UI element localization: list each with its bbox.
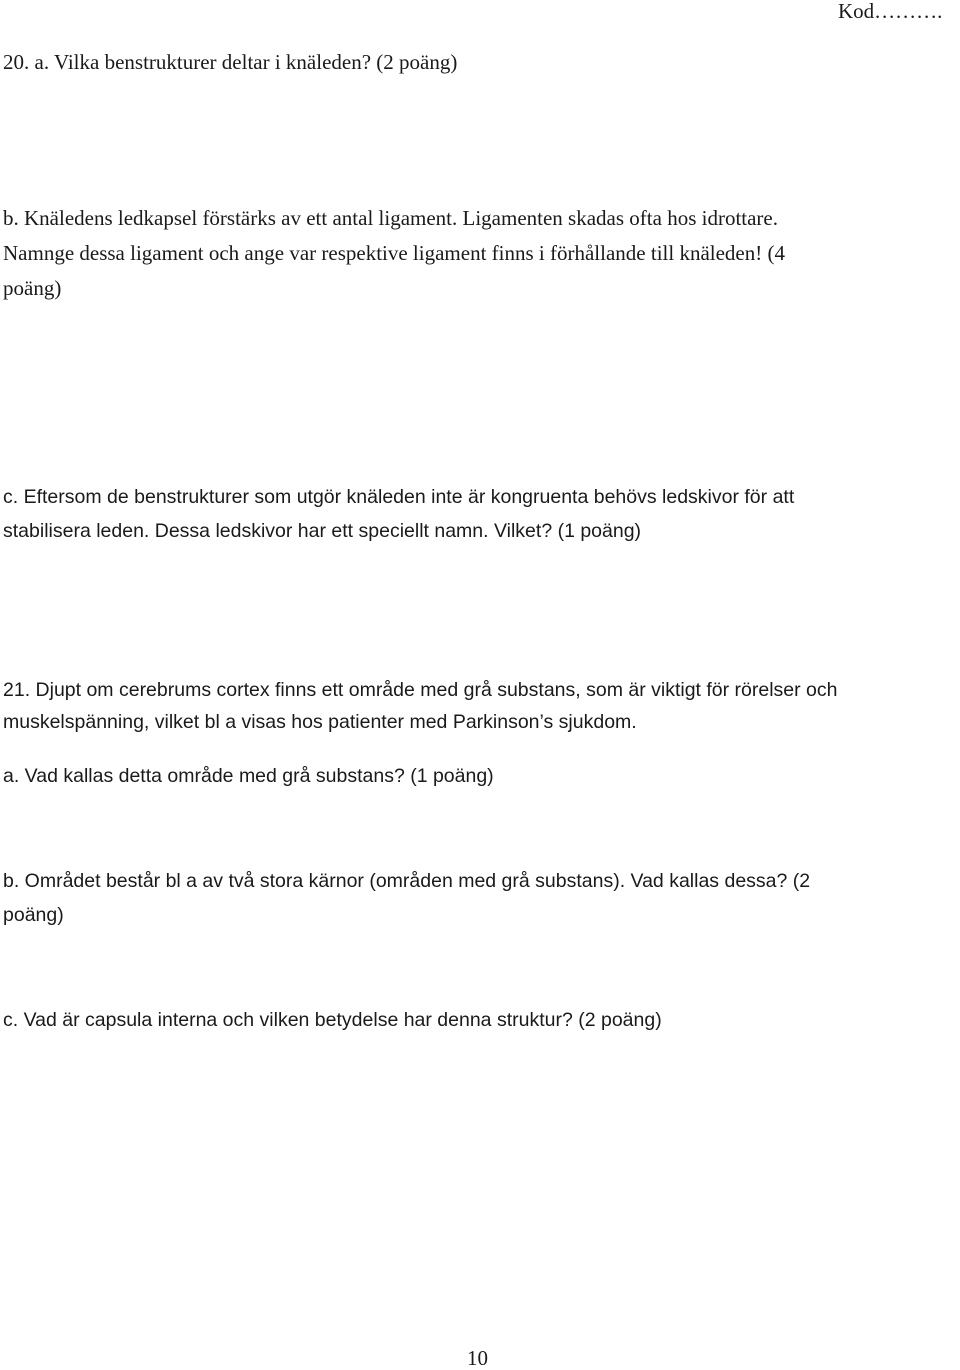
- question-21-intro-line-1: 21. Djupt om cerebrums cortex finns ett område med grå substans, som är viktigt för rörelser och: [3, 679, 838, 701]
- question-21b-line-2: poäng): [3, 904, 64, 926]
- question-20c-line-1: c. Eftersom de benstrukturer som utgör knäleden inte är kongruenta behövs ledskivor för att: [3, 486, 795, 508]
- question-20a-line-1: 20. a. Vilka benstrukturer deltar i knäleden? (2 poäng): [3, 50, 458, 74]
- question-20b-line-1: b. Knäledens ledkapsel förstärks av ett antal ligament. Ligamenten skadas ofta hos idrottare.: [3, 206, 779, 230]
- question-21-intro-line-2: muskelspänning, vilket bl a visas hos patienter med Parkinson’s sjukdom.: [3, 711, 637, 733]
- question-21c-line-1: c. Vad är capsula interna och vilken betydelse har denna struktur? (2 poäng): [3, 1009, 662, 1031]
- kod-label: Kod……….: [838, 0, 943, 23]
- question-20b-line-3: poäng): [3, 276, 62, 300]
- question-21b-line-1: b. Området består bl a av två stora kärnor (områden med grå substans). Vad kallas dessa? (2: [3, 870, 811, 892]
- page-number: 10: [467, 1346, 488, 1370]
- question-20b-line-2: Namnge dessa ligament och ange var respektive ligament finns i förhållande till knäleden! (4: [3, 241, 785, 265]
- question-20c-line-2: stabilisera leden. Dessa ledskivor har ett speciellt namn. Vilket? (1 poäng): [3, 520, 642, 542]
- question-21a-line-1: a. Vad kallas detta område med grå substans? (1 poäng): [3, 765, 494, 787]
